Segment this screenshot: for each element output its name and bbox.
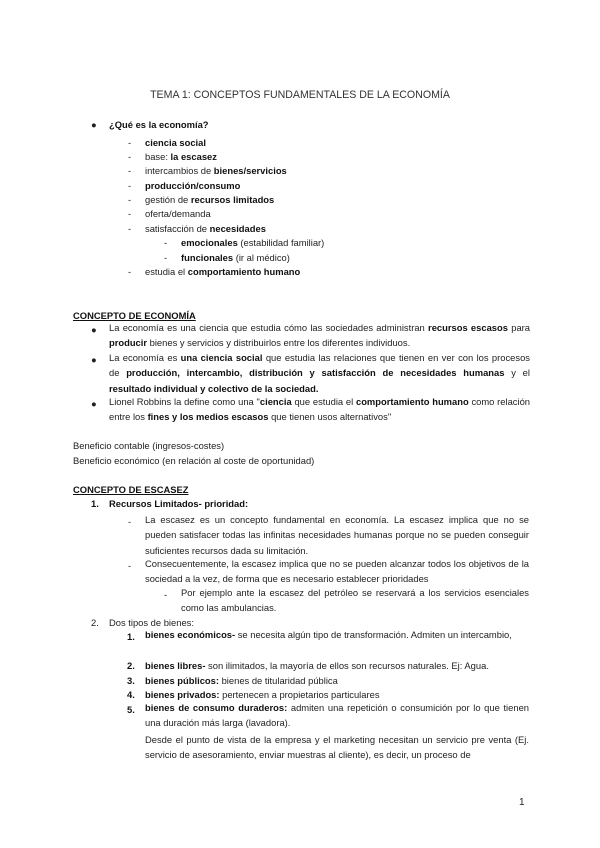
bullet: ● <box>91 398 97 409</box>
list-item: ciencia social <box>145 137 206 148</box>
list-item-heading: Recursos Limitados- prioridad: <box>109 498 249 509</box>
list-number: 1. <box>91 498 99 509</box>
bullet: ● <box>91 354 97 365</box>
text-line: Beneficio económico (en relación al coste de oportunidad) <box>73 455 315 466</box>
dash: - <box>128 223 132 234</box>
question-heading: ¿Qué es la economía? <box>109 119 209 130</box>
dash: - <box>128 560 132 571</box>
section-heading-economia: CONCEPTO DE ECONOMÍA <box>73 310 196 321</box>
paragraph: La economía es una ciencia que estudia cómo las sociedades administran recursos escasos para producir bienes y servicios y distribuirlos entre los diferentes individuos. <box>109 322 530 349</box>
list-item: bienes libres- son ilimitados, la mayoría de ellos son recursos naturales. Ej: Agua. <box>145 660 489 671</box>
dash: - <box>128 180 132 191</box>
dash: - <box>164 589 168 600</box>
dash: - <box>164 237 168 248</box>
dash: - <box>128 208 132 219</box>
paragraph: Por ejemplo ante la escasez del petróleo se reservará a los servicios esenciales como las ambulancias. <box>181 587 529 614</box>
list-item: Dos tipos de bienes: <box>109 617 194 628</box>
list-item: oferta/demanda <box>145 208 211 219</box>
dash: - <box>128 151 132 162</box>
dash: - <box>128 194 132 205</box>
list-item: bienes económicos- se necesita algún tipo de transformación. Admiten un intercambio, <box>145 629 512 640</box>
list-number: 5. <box>127 704 135 715</box>
paragraph: Consecuentemente, la escasez implica que no se pueden alcanzar todos los objetivos de la sociedad a la vez, de forma que es necesario establecer prioridades <box>145 558 529 585</box>
dash: - <box>128 516 132 527</box>
list-item: base: la escasez <box>145 151 217 162</box>
dash: - <box>128 165 132 176</box>
paragraph: Desde el punto de vista de la empresa y el marketing necesitan un servicio pre venta (Ej. servicio de asesoramiento, enviar muestras al cliente), es decir, un proceso de <box>145 734 529 761</box>
bullet: ● <box>91 324 97 335</box>
list-number: 2. <box>91 617 99 628</box>
paragraph: Lionel Robbins la define como una "ciencia que estudia el comportamiento humano como relación entre los fines y los medios escasos que tienen usos alternativos" <box>109 396 530 423</box>
paragraph: La economía es una ciencia social que estudia las relaciones que tienen en ver con los procesos de producción, intercambio, distribución y satisfacción de necesidades humanas y el resultado individual y colectivo de la sociedad. <box>109 352 530 394</box>
section-heading-escasez: CONCEPTO DE ESCASEZ <box>73 484 189 495</box>
list-number: 2. <box>127 660 135 671</box>
page-number: 1 <box>519 797 525 808</box>
list-item: bienes privados: pertenecen a propietarios particulares <box>145 689 380 700</box>
bullet: ● <box>91 119 97 130</box>
sub-list-item: emocionales (estabilidad familiar) <box>181 237 325 248</box>
sub-list-item: funcionales (ir al médico) <box>181 252 290 263</box>
list-item: bienes de consumo duraderos: admiten una repetición o consumición por lo que tienen una duración más larga (lavadora). <box>145 702 529 729</box>
list-item: intercambios de bienes/servicios <box>145 165 287 176</box>
list-item: producción/consumo <box>145 180 241 191</box>
list-number: 1. <box>127 631 135 642</box>
page-title: TEMA 1: CONCEPTOS FUNDAMENTALES DE LA ECONOMÍA <box>150 89 450 101</box>
list-item: bienes públicos: bienes de titularidad pública <box>145 675 338 686</box>
dash: - <box>164 252 168 263</box>
list-item: estudia el comportamiento humano <box>145 266 301 277</box>
list-item: gestión de recursos limitados <box>145 194 275 205</box>
dash: - <box>128 137 132 148</box>
list-item: satisfacción de necesidades <box>145 223 266 234</box>
list-number: 4. <box>127 689 135 700</box>
text-line: Beneficio contable (ingresos-costes) <box>73 440 225 451</box>
paragraph: La escasez es un concepto fundamental en economía. La escasez implica que no se pueden satisfacer todas las infinitas necesidades humanas porque no se pueden conseguir suficientes recursos dada su limitación. <box>145 514 529 556</box>
dash: - <box>128 266 132 277</box>
list-number: 3. <box>127 675 135 686</box>
